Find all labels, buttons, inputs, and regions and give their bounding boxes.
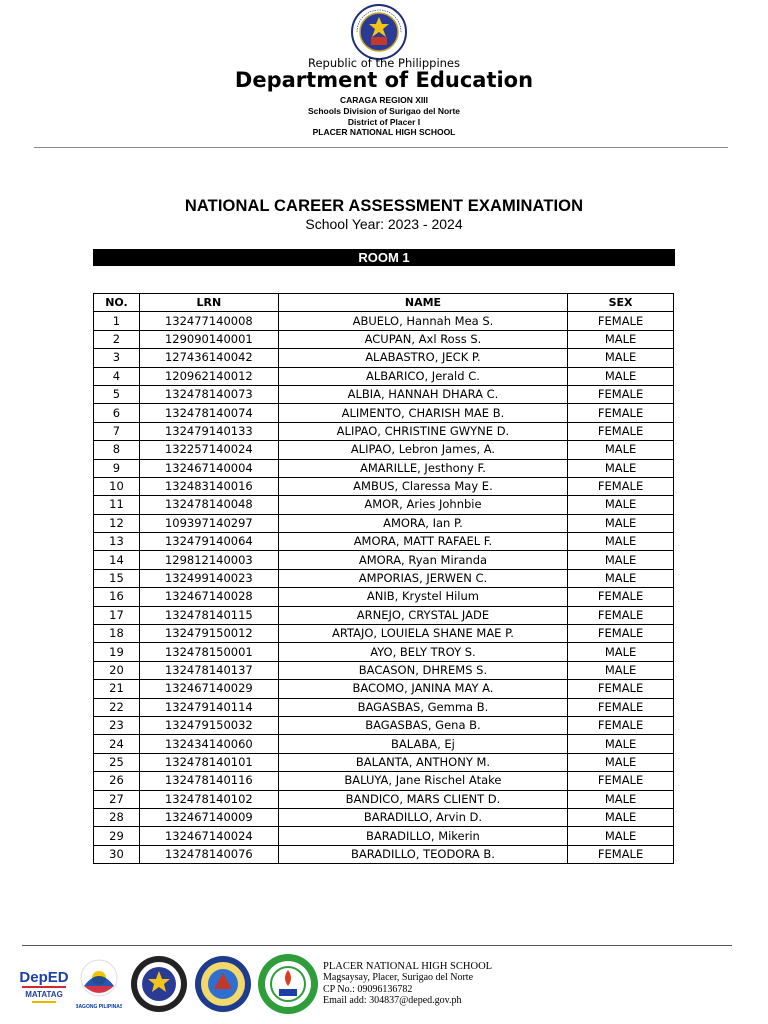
cell-sex: MALE [568, 514, 674, 532]
cell-name: AMORA, MATT RAFAEL F. [278, 533, 567, 551]
cell-no: 12 [94, 514, 140, 532]
room-banner: ROOM 1 [93, 249, 675, 266]
cell-name: ALIPAO, Lebron James, A. [278, 441, 567, 459]
table-row [94, 772, 674, 790]
cell-sex: MALE [568, 569, 674, 587]
table-row [94, 643, 674, 661]
cell-no: 2 [94, 330, 140, 348]
cell-lrn: 132478140116 [139, 772, 278, 790]
cell-lrn: 109397140297 [139, 514, 278, 532]
cell-lrn: 132478140115 [139, 606, 278, 624]
cell-name: BALABA, Ej [278, 735, 567, 753]
cell-name: AYO, BELY TROY S. [278, 643, 567, 661]
table-row [94, 533, 674, 551]
cell-name: BARADILLO, Mikerin [278, 827, 567, 845]
deped-division-seal-icon [130, 955, 188, 1013]
cell-no: 30 [94, 845, 140, 863]
cell-name: BAGASBAS, Gena B. [278, 716, 567, 734]
cell-no: 23 [94, 716, 140, 734]
cell-lrn: 132434140060 [139, 735, 278, 753]
table-row [94, 698, 674, 716]
district-label: District of Placer I [347, 117, 421, 127]
table-row [94, 753, 674, 771]
cell-lrn: 129090140001 [139, 330, 278, 348]
cell-sex: MALE [568, 441, 674, 459]
district-seal-icon [194, 955, 252, 1013]
cell-no: 1 [94, 312, 140, 330]
cell-lrn: 132478140137 [139, 661, 278, 679]
cell-lrn: 132499140023 [139, 569, 278, 587]
republic-label: Republic of the Philippines [307, 56, 461, 70]
cell-sex: MALE [568, 735, 674, 753]
table-row [94, 459, 674, 477]
cell-sex: MALE [568, 533, 674, 551]
cell-name: BACASON, DHREMS S. [278, 661, 567, 679]
table-row [94, 441, 674, 459]
cell-no: 28 [94, 808, 140, 826]
cell-sex: MALE [568, 367, 674, 385]
cell-sex: MALE [568, 496, 674, 514]
svg-text:MATATAG: MATATAG [25, 990, 63, 999]
table-row [94, 422, 674, 440]
cell-sex: MALE [568, 551, 674, 569]
cell-name: AMBUS, Claressa May E. [278, 477, 567, 495]
table-header-row [94, 294, 674, 312]
cell-name: BARADILLO, TEODORA B. [278, 845, 567, 863]
cell-sex: MALE [568, 643, 674, 661]
table-row [94, 349, 674, 367]
cell-lrn: 132478140102 [139, 790, 278, 808]
cell-name: BACOMO, JANINA MAY A. [278, 680, 567, 698]
footer-divider [22, 945, 732, 946]
cell-sex: MALE [568, 827, 674, 845]
department-title: Department of Education [234, 68, 534, 92]
cell-name: BALUYA, Jane Rischel Atake [278, 772, 567, 790]
header-sex: SEX [568, 294, 674, 312]
cell-lrn: 132478140076 [139, 845, 278, 863]
table-row [94, 496, 674, 514]
deped-seal-icon [351, 4, 407, 60]
cell-lrn: 132477140008 [139, 312, 278, 330]
header-divider [34, 147, 728, 148]
table-row [94, 808, 674, 826]
cell-sex: FEMALE [568, 716, 674, 734]
cell-sex: FEMALE [568, 588, 674, 606]
cell-no: 17 [94, 606, 140, 624]
cell-sex: FEMALE [568, 606, 674, 624]
cell-name: AMOR, Aries Johnbie [278, 496, 567, 514]
header-no: NO. [94, 294, 140, 312]
footer-contact [323, 961, 492, 1006]
table-row [94, 845, 674, 863]
cell-lrn: 132479140064 [139, 533, 278, 551]
roster-body [94, 312, 674, 864]
cell-sex: MALE [568, 753, 674, 771]
footer-school-name: PLACER NATIONAL HIGH SCHOOL [323, 961, 493, 972]
cell-no: 9 [94, 459, 140, 477]
cell-sex: FEMALE [568, 845, 674, 863]
header-lrn: LRN [139, 294, 278, 312]
cell-sex: FEMALE [568, 404, 674, 422]
cell-lrn: 132467140029 [139, 680, 278, 698]
table-row [94, 790, 674, 808]
cell-name: AMARILLE, Jesthony F. [278, 459, 567, 477]
cell-no: 24 [94, 735, 140, 753]
table-row [94, 404, 674, 422]
cell-no: 11 [94, 496, 140, 514]
cell-lrn: 127436140042 [139, 349, 278, 367]
footer-contact-number: CP No.: 09096136782 [323, 983, 413, 995]
cell-no: 19 [94, 643, 140, 661]
footer-email[interactable]: Email add: 304837@deped.gov.ph [323, 994, 462, 1006]
table-row [94, 385, 674, 403]
exam-title: NATIONAL CAREER ASSESSMENT EXAMINATION [184, 197, 584, 215]
cell-name: AMORA, Ian P. [278, 514, 567, 532]
cell-sex: MALE [568, 661, 674, 679]
cell-no: 3 [94, 349, 140, 367]
cell-lrn: 132479140133 [139, 422, 278, 440]
table-row [94, 367, 674, 385]
cell-name: ALIPAO, CHRISTINE GWYNE D. [278, 422, 567, 440]
cell-lrn: 132478140101 [139, 753, 278, 771]
cell-lrn: 132467140009 [139, 808, 278, 826]
cell-lrn: 132478140048 [139, 496, 278, 514]
school-year: School Year: 2023 - 2024 [305, 216, 463, 232]
table-row [94, 588, 674, 606]
cell-no: 29 [94, 827, 140, 845]
cell-lrn: 132467140028 [139, 588, 278, 606]
cell-name: AMORA, Ryan Miranda [278, 551, 567, 569]
cell-name: BALANTA, ANTHONY M. [278, 753, 567, 771]
cell-no: 6 [94, 404, 140, 422]
table-row [94, 827, 674, 845]
cell-no: 14 [94, 551, 140, 569]
table-row [94, 569, 674, 587]
cell-name: BARADILLO, Arvin D. [278, 808, 567, 826]
cell-sex: FEMALE [568, 680, 674, 698]
cell-no: 20 [94, 661, 140, 679]
cell-name: ARNEJO, CRYSTAL JADE [278, 606, 567, 624]
cell-lrn: 132479140114 [139, 698, 278, 716]
cell-name: ABUELO, Hannah Mea S. [278, 312, 567, 330]
table-row [94, 477, 674, 495]
school-seal-icon [257, 953, 319, 1015]
cell-no: 22 [94, 698, 140, 716]
cell-lrn: 132483140016 [139, 477, 278, 495]
cell-sex: FEMALE [568, 477, 674, 495]
cell-no: 16 [94, 588, 140, 606]
cell-name: ALIMENTO, CHARISH MAE B. [278, 404, 567, 422]
cell-lrn: 132467140004 [139, 459, 278, 477]
table-row [94, 680, 674, 698]
cell-no: 26 [94, 772, 140, 790]
cell-lrn: 132479150032 [139, 716, 278, 734]
cell-no: 25 [94, 753, 140, 771]
cell-no: 15 [94, 569, 140, 587]
deped-matatag-logo-icon [18, 962, 70, 1010]
cell-sex: MALE [568, 808, 674, 826]
table-row [94, 735, 674, 753]
footer-address: Magsaysay, Placer, Surigao del Norte [323, 972, 474, 984]
cell-no: 7 [94, 422, 140, 440]
table-row [94, 716, 674, 734]
cell-no: 10 [94, 477, 140, 495]
cell-sex: FEMALE [568, 698, 674, 716]
svg-text:BAGONG PILIPINAS: BAGONG PILIPINAS [76, 1004, 122, 1010]
division-label: Schools Division of Surigao del Norte [307, 106, 461, 116]
table-row [94, 661, 674, 679]
cell-name: BANDICO, MARS CLIENT D. [278, 790, 567, 808]
cell-name: BAGASBAS, Gemma B. [278, 698, 567, 716]
cell-no: 21 [94, 680, 140, 698]
cell-sex: MALE [568, 790, 674, 808]
cell-sex: FEMALE [568, 385, 674, 403]
cell-no: 4 [94, 367, 140, 385]
cell-name: ARTAJO, LOUIELA SHANE MAE P. [278, 625, 567, 643]
cell-sex: MALE [568, 349, 674, 367]
cell-sex: MALE [568, 459, 674, 477]
cell-name: ALABASTRO, JECK P. [278, 349, 567, 367]
cell-no: 13 [94, 533, 140, 551]
region-label: CARAGA REGION XIII [340, 95, 428, 105]
table-row [94, 312, 674, 330]
table-row [94, 625, 674, 643]
header-name: NAME [278, 294, 567, 312]
table-row [94, 330, 674, 348]
cell-no: 8 [94, 441, 140, 459]
cell-sex: FEMALE [568, 772, 674, 790]
roster-table [93, 293, 674, 864]
cell-no: 18 [94, 625, 140, 643]
cell-name: ALBARICO, Jerald C. [278, 367, 567, 385]
cell-lrn: 132478140074 [139, 404, 278, 422]
cell-lrn: 132257140024 [139, 441, 278, 459]
cell-lrn: 129812140003 [139, 551, 278, 569]
cell-lrn: 132478150001 [139, 643, 278, 661]
cell-lrn: 132467140024 [139, 827, 278, 845]
table-row [94, 606, 674, 624]
cell-sex: FEMALE [568, 312, 674, 330]
cell-lrn: 132478140073 [139, 385, 278, 403]
cell-name: ALBIA, HANNAH DHARA C. [278, 385, 567, 403]
svg-text:DepED: DepED [19, 969, 69, 986]
cell-no: 27 [94, 790, 140, 808]
cell-sex: FEMALE [568, 422, 674, 440]
cell-name: AMPORIAS, JERWEN C. [278, 569, 567, 587]
bagong-pilipinas-logo-icon [76, 956, 122, 1012]
table-row [94, 551, 674, 569]
cell-lrn: 132479150012 [139, 625, 278, 643]
table-row [94, 514, 674, 532]
cell-no: 5 [94, 385, 140, 403]
cell-lrn: 120962140012 [139, 367, 278, 385]
cell-sex: MALE [568, 330, 674, 348]
cell-sex: FEMALE [568, 625, 674, 643]
cell-name: ANIB, Krystel Hilum [278, 588, 567, 606]
cell-name: ACUPAN, Axl Ross S. [278, 330, 567, 348]
school-label: PLACER NATIONAL HIGH SCHOOL [312, 127, 456, 137]
